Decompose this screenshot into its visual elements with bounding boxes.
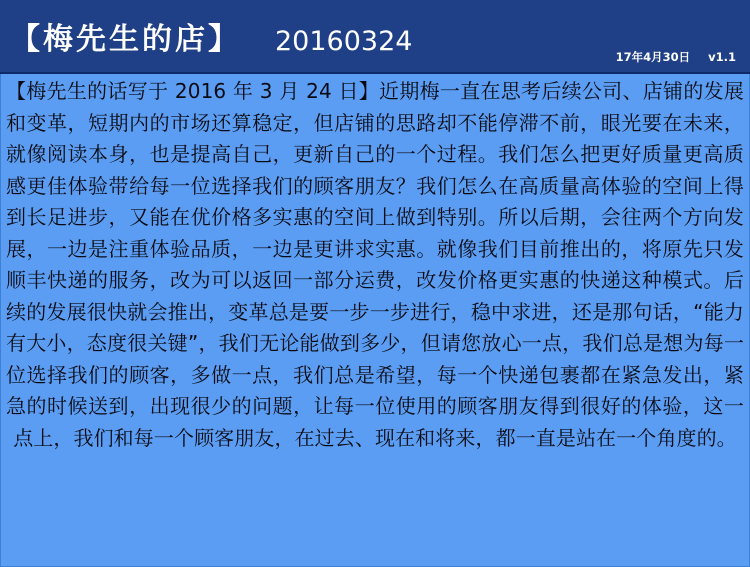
posted-date: 17年4月30日	[615, 50, 691, 64]
version-label: v1.1	[708, 50, 736, 64]
header-bar	[0, 0, 750, 74]
header-meta	[616, 50, 736, 64]
date-code: 20160324	[275, 26, 413, 57]
article-text: 【梅先生的话写于 2016 年 3 月 24 日】近期梅一直在思考后续公司、店铺的发展和变革，短期内的市场还算稳定，但店铺的思路却不能停滞不前，眼光要在未来，就像阅读本身，也是提高自己，更新自己的一个过程。我们怎么把更好质量更高质感更佳体验带给每一位选择我们的顾客朋友？我们怎么在高质量高体验的空间上得到长足进步，又能在优价格多实惠的空间上做到特别。所以后期，会往两个方向发展，一边是注重体验品质，一边是更讲求实惠。就像我们目前推出的，将原先只发顺丰快递的服务，改为可以返回一部分运费，改发价格更实惠的快递这种模式。后续的发展很快就会推出，变革总是要一步一步进行，稳中求进，还是那句话，“能力有大小，态度很关键”，我们无论能做到多少，但请您放心一点，我们总是想为每一位选择我们的顾客，多做一点，我们总是希望，每一个快递包裹都在紧急发出，紧急的时候送到，出现很少的问题，让每一位使用的顾客朋友得到很好的体验，这一点上，我们和每一个顾客朋友，在过去、现在和将来，都一直是站在一个角度的。	[6, 79, 744, 450]
shop-title: 【梅先生的店】	[10, 22, 241, 57]
content-panel	[0, 74, 750, 567]
